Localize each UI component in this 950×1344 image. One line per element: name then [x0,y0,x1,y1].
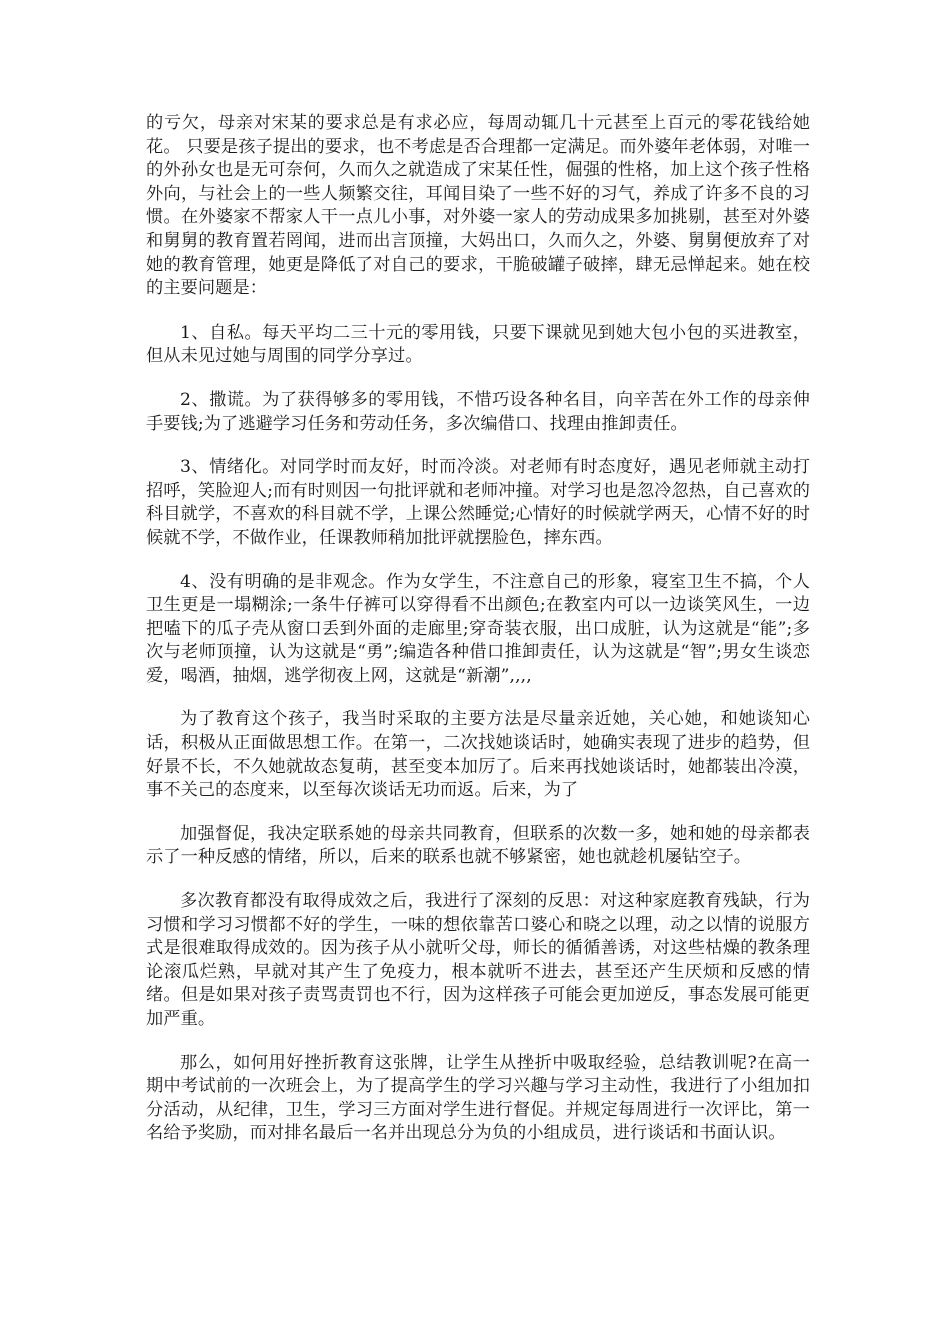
paragraph-emotional: 3、情绪化。对同学时而友好，时而冷淡。对老师有时态度好，遇见老师就主动打招呼，笑脸迎人;而有时则因一句批评就和老师冲撞。对学习也是忽冷忽热，自己喜欢的科目就学，不喜欢的科目就不学，上课公然睡觉;心情好的时候就学两天，心情不好的时候就不学，不做作业，任课教师稍加批评就摆脸色，摔东西。 [146,457,810,548]
paragraph-no-values: 4、没有明确的是非观念。作为女学生，不注意自己的形象，寝室卫生不搞，个人卫生更是一塌糊涂;一条牛仔裤可以穿得看不出颜色;在教室内可以一边谈笑风生，一边把嗑下的瓜子壳从窗口丢到外面的走廊里;穿奇装衣服，出口成脏，认为这就是“能”;多次与老师顶撞，认为这就是“勇”;编造各种借口推卸责任，认为这就是“智”;男女生谈恋爱，喝酒，抽烟，逃学彻夜上网，这就是“新潮”,,,, [146,571,810,686]
paragraph-parent-contact: 加强督促，我决定联系她的母亲共同教育，但联系的次数一多，她和她的母亲都表示了一种反感的情绪，所以，后来的联系也就不够紧密，她也就趁机屡钻空子。 [146,823,810,868]
paragraph-selfish: 1、自私。每天平均二三十元的零用钱，只要下课就见到她大包小包的买进教室，但从未见过她与周围的同学分享过。 [146,322,810,367]
paragraph-reflection: 多次教育都没有取得成效之后，我进行了深刻的反思：对这种家庭教育残缺，行为习惯和学习习惯都不好的学生，一味的想依靠苦口婆心和晓之以理，动之以情的说服方式是很难取得成效的。因为孩子从小就听父母，师长的循循善诱，对这些枯燥的教条理论滚瓜烂熟，早就对其产生了免疫力，根本就听不进去，甚至还产生厌烦和反感的情绪。但是如果对孩子责骂责罚也不行，因为这样孩子可能会更加逆反，事态发展可能更加严重。 [146,891,810,1029]
document-page [146,112,810,1166]
paragraph-background: 的亏欠，母亲对宋某的要求总是有求必应，每周动辄几十元甚至上百元的零花钱给她花。 只要是孩子提出的要求，也不考虑是否合理都一定满足。而外婆年老体弱，对唯一的外孙女也是无可奈何，久而久之就造成了宋某任性，倔强的性格，加上这个孩子性格外向，与社会上的一些人频繁交往，耳闻目染了一些不好的习气，养成了许多不良的习惯。在外婆家不帮家人干一点儿小事，对外婆一家人的劳动成果多加挑剔，甚至对外婆和舅舅的教育置若罔闻，进而出言顶撞，大妈出口，久而久之，外婆、舅舅便放弃了对她的教育管理，她更是降低了对自己的要求，干脆破罐子破摔，肆无忌惮起来。她在校的主要问题是： [146,113,810,299]
paragraph-lying: 2、撒谎。为了获得够多的零用钱，不惜巧设各种名目，向辛苦在外工作的母亲伸手要钱;为了逃避学习任务和劳动任务，多次编借口、找理由推卸责任。 [146,389,810,434]
paragraph-setback-education: 那么，如何用好挫折教育这张牌，让学生从挫折中吸取经验，总结教训呢?在高一期中考试前的一次班会上，为了提高学生的学习兴趣与学习主动性，我进行了小组加扣分活动，从纪律，卫生，学习三方面对学生进行督促。并规定每周进行一次评比，第一名给予奖励，而对排名最后一名并出现总分为负的小组成员，进行谈话和书面认识。 [146,1052,810,1144]
paragraph-first-approach: 为了教育这个孩子，我当时采取的主要方法是尽量亲近她，关心她，和她谈知心话，积极从正面做思想工作。在第一，二次找她谈话时，她确实表现了进步的趋势，但好景不长，不久她就故态复萌，甚至变本加厉了。后来再找她谈话时，她都装出冷漠，事不关己的态度来，以至每次谈话无功而返。后来，为了 [146,709,810,801]
